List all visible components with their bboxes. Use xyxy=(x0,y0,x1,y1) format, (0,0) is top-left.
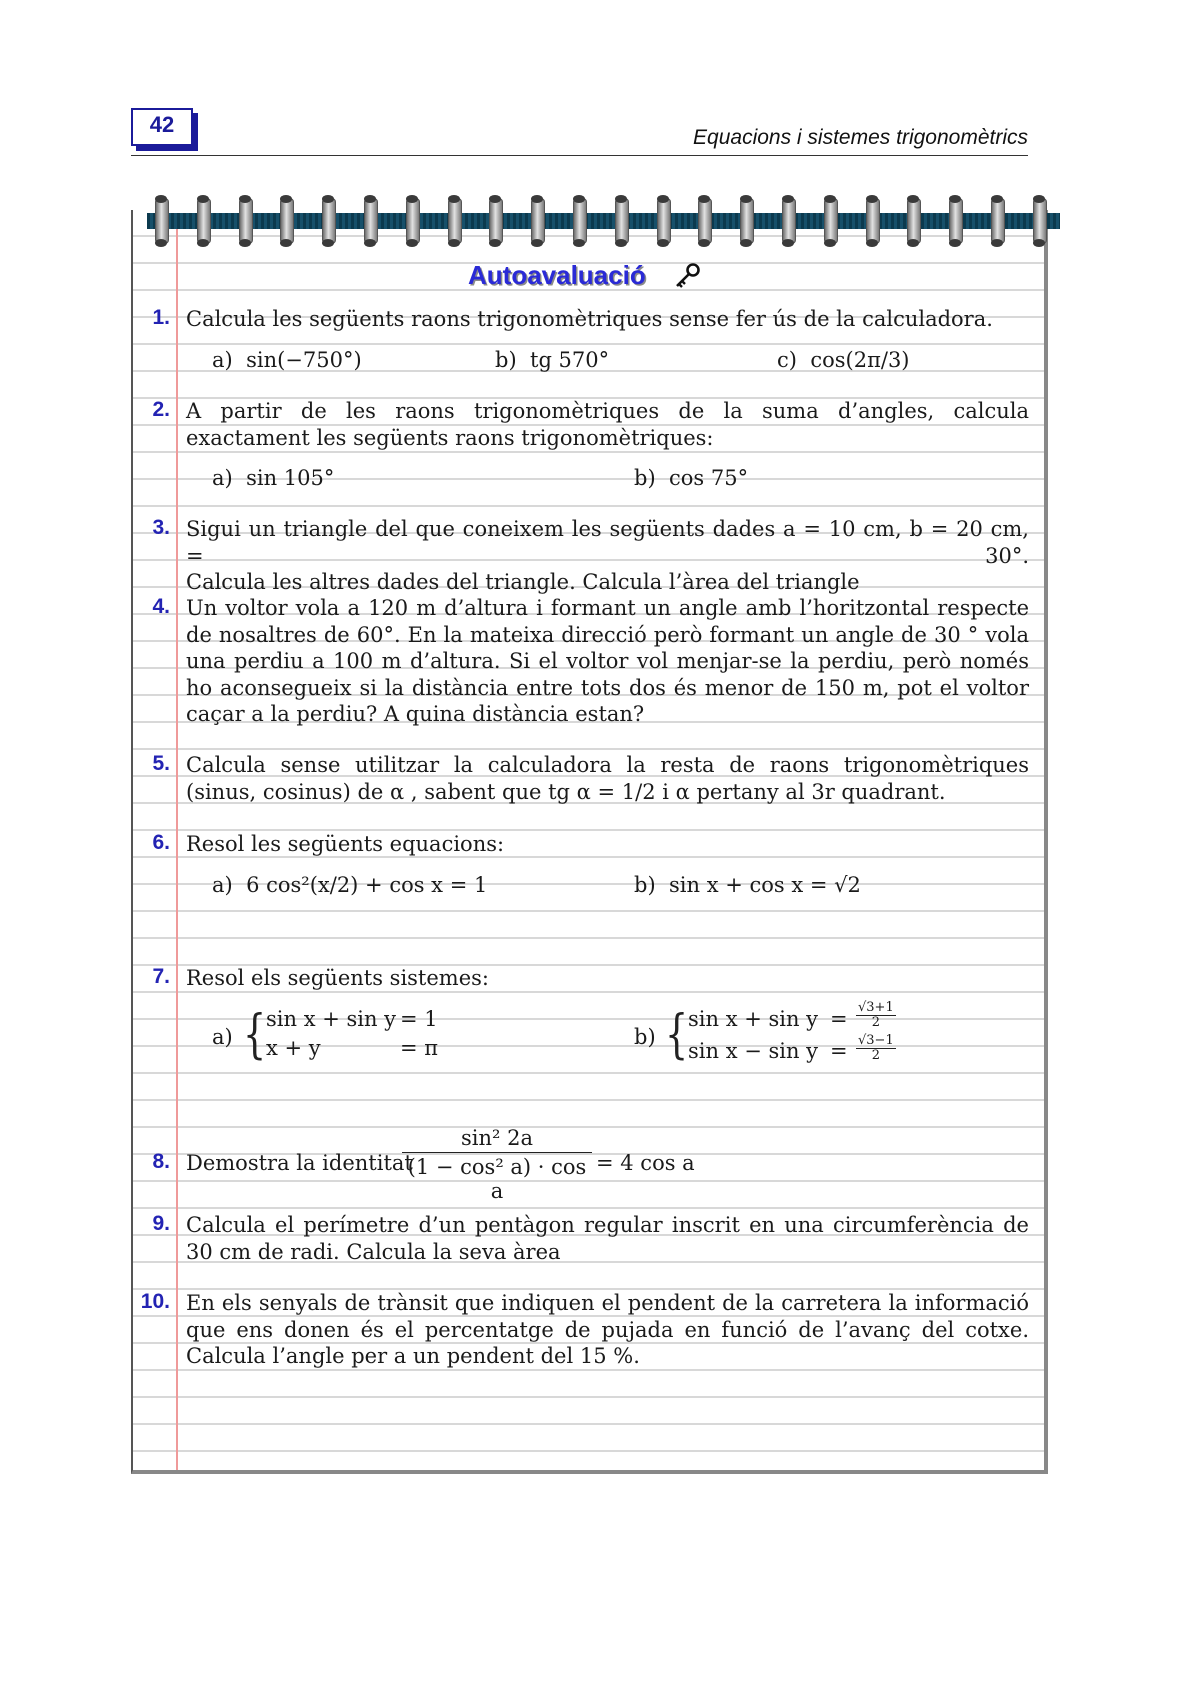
math-expression: tg 570° xyxy=(530,348,610,372)
exercise-text: Calcula sense utilitzar la calculadora la resta de raons trigonomètriques (sinus, cosinus) de α , sabent que tg α = 1/2 i α pertany al 3r quadrant. xyxy=(186,753,1029,804)
spiral-ring xyxy=(448,198,462,244)
exercise-text: Calcula el perímetre d’un pentàgon regular inscrit en una circumferència de 30 cm de radi. Calcula la seva àrea xyxy=(186,1213,1029,1264)
exercise-number: 4. xyxy=(152,595,170,618)
system-row-left: sin x + sin y xyxy=(266,1007,397,1031)
exercise-text: Resol els següents sistemes: xyxy=(186,966,489,990)
exercise-text xyxy=(186,516,1029,596)
math-expression: 6 cos²(x/2) + cos x = 1 xyxy=(246,873,488,897)
spiral-ring xyxy=(573,198,587,244)
item-label: b) cos 75° xyxy=(634,466,749,490)
running-title: Equacions i sistemes trigonomètrics xyxy=(693,126,1028,149)
exercise-text: Resol les següents equacions: xyxy=(186,832,505,856)
exercise-text: Un voltor vola a 120 m d’altura i formant un angle amb l’horitzontal respecte de nosaltres de 60°. En la mateixa direcció però formant un angle de 30 ° vola una perdiu a 100 m d’altura. Si el voltor vol menjar-se la perdiu, però només ho aconsegueix si la distància entre tots dos és menor de 150 m, pot el voltor caçar a la perdiu? A quina distància estan? xyxy=(186,596,1029,726)
exercise-number: 3. xyxy=(152,516,170,539)
margin-line xyxy=(176,216,178,1470)
math-expression: cos(2π/3) xyxy=(810,348,910,372)
fraction-denominator: (1 − cos² a) · cos a xyxy=(407,1155,587,1203)
spiral-ring xyxy=(531,198,545,244)
spiral-ring xyxy=(782,198,796,244)
item-label: b) sin x + cos x = √2 xyxy=(634,873,861,897)
spiral-ring xyxy=(657,198,671,244)
exercise-text-line: Sigui un triangle del que coneixem les següents dades a = 10 cm, b = 20 cm, = 30°. xyxy=(186,517,1029,568)
fraction xyxy=(856,1001,896,1030)
equals-sign: = xyxy=(830,1039,848,1063)
exercise-number: 1. xyxy=(152,306,170,329)
spiral-ring xyxy=(615,198,629,244)
system-row-left: x + y xyxy=(266,1036,321,1060)
fraction-denominator: 2 xyxy=(871,1048,880,1063)
spiral-ring xyxy=(155,198,169,244)
exercise-text: Calcula les següents raons trigonomètriques sense fer ús de la calculadora. xyxy=(186,307,993,331)
spiral-ring xyxy=(364,198,378,244)
system-row-right: = 1 xyxy=(400,1007,438,1031)
system-row-left: sin x + sin y xyxy=(688,1007,819,1031)
item-label: b) tg 570° xyxy=(495,348,610,372)
exercise-number: 10. xyxy=(140,1290,170,1313)
left-brace: { xyxy=(242,1005,267,1065)
fraction-denominator: 2 xyxy=(871,1015,880,1030)
exercise-number: 2. xyxy=(152,398,170,421)
header-rule xyxy=(131,155,1028,156)
spiral-ring xyxy=(489,198,503,244)
spiral-ring xyxy=(406,198,420,244)
exercise-text-line: Calcula les altres dades del triangle. Calcula l’àrea del triangle xyxy=(186,570,860,594)
spiral-ring xyxy=(991,198,1005,244)
system-a xyxy=(212,1005,472,1071)
math-expression: sin(−750°) xyxy=(246,348,362,372)
spiral-ring xyxy=(866,198,880,244)
math-expression: sin x + cos x = √2 xyxy=(669,873,861,897)
spiral-ring xyxy=(280,198,294,244)
section-title: Autoavaluació xyxy=(468,260,646,290)
exercise-text: En els senyals de trànsit que indiquen el pendent de la carretera la informació que ens donen és el percentatge de pujada en funció de l’avanç del cotxe. Calcula l’angle per a un pendent del 15 %. xyxy=(186,1291,1029,1368)
fraction-numerator: √3+1 xyxy=(858,1000,894,1015)
item-label: c) cos(2π/3) xyxy=(777,348,910,372)
fraction-numerator: √3−1 xyxy=(858,1033,894,1048)
exercise-text: A partir de les raons trigonomètriques de la suma d’angles, calcula exactament les següents raons trigonomètriques: xyxy=(186,399,1029,450)
item-label: a) sin 105° xyxy=(212,466,335,490)
exercise-number: 7. xyxy=(152,965,170,988)
key-icon xyxy=(673,262,701,290)
page-number-box xyxy=(131,108,193,146)
spiral-ring xyxy=(1033,198,1047,244)
exercise-number: 9. xyxy=(152,1212,170,1235)
fraction xyxy=(856,1034,896,1063)
item-label: a) 6 cos²(x/2) + cos x = 1 xyxy=(212,873,488,897)
item-label: b) xyxy=(634,1025,656,1049)
exercise-number: 5. xyxy=(152,752,170,775)
spiral-ring xyxy=(740,198,754,244)
spiral-ring xyxy=(907,198,921,244)
math-expression: cos 75° xyxy=(669,466,749,490)
equals-sign: = xyxy=(830,1007,848,1031)
identity-rhs: = 4 cos a xyxy=(596,1151,695,1175)
identity-fraction xyxy=(402,1126,592,1203)
spiral-ring xyxy=(322,198,336,244)
math-expression: sin 105° xyxy=(246,466,335,490)
page-number: 42 xyxy=(149,112,175,137)
spiral-ring xyxy=(239,198,253,244)
exercise-number: 8. xyxy=(152,1150,170,1173)
spiral-ring xyxy=(698,198,712,244)
system-row-left: sin x − sin y xyxy=(688,1039,819,1063)
exercise-text: Demostra la identitat xyxy=(186,1151,413,1175)
spiral-ring xyxy=(949,198,963,244)
system-b xyxy=(634,1000,934,1071)
spiral-ring xyxy=(197,198,211,244)
system-row-right: = π xyxy=(400,1036,439,1060)
exercise-number: 6. xyxy=(152,831,170,854)
item-label: a) xyxy=(212,1025,233,1049)
left-brace: { xyxy=(664,1005,689,1065)
item-label: a) sin(−750°) xyxy=(212,348,362,372)
fraction-numerator: sin² 2a xyxy=(402,1126,592,1153)
spiral-ring xyxy=(824,198,838,244)
